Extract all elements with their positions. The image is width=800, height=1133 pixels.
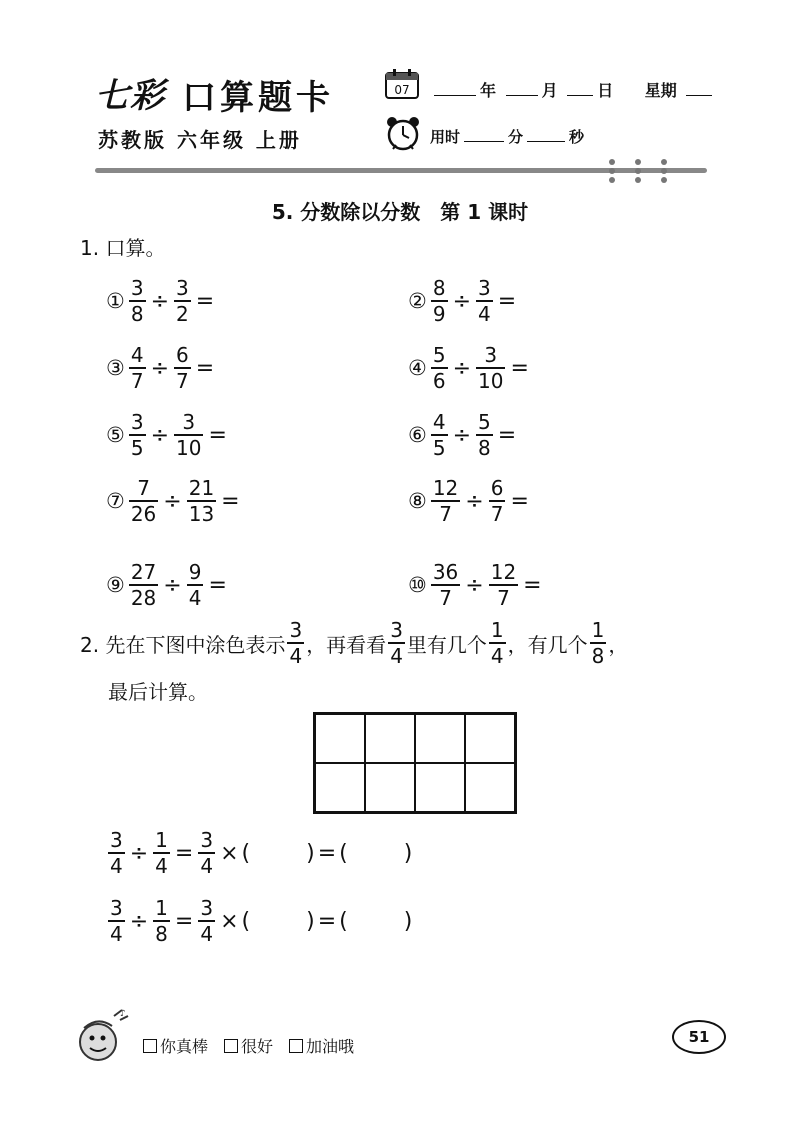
problem-number: ⑤ bbox=[106, 423, 125, 447]
paren-open: ( bbox=[241, 908, 251, 934]
problem-number: ⑩ bbox=[408, 573, 427, 597]
denominator: 6 bbox=[432, 369, 446, 393]
fraction bbox=[431, 562, 460, 608]
fraction bbox=[431, 345, 448, 391]
fraction bbox=[187, 562, 204, 608]
rating-label: 你真棒 bbox=[160, 1037, 209, 1056]
fraction bbox=[489, 562, 518, 608]
problem-number: ⑦ bbox=[106, 489, 125, 513]
problem-item bbox=[106, 478, 243, 524]
divide-sign: ÷ bbox=[150, 422, 169, 448]
denominator: 7 bbox=[490, 502, 504, 526]
problem-item bbox=[106, 562, 230, 608]
numerator: 12 bbox=[432, 476, 459, 500]
denominator: 7 bbox=[497, 586, 510, 610]
divide-sign: ÷ bbox=[452, 355, 471, 381]
problem-number: ⑨ bbox=[106, 573, 125, 597]
problem-item bbox=[408, 345, 532, 391]
grid-cell[interactable] bbox=[365, 714, 415, 763]
calendar-icon bbox=[384, 68, 420, 100]
fraction bbox=[388, 620, 405, 666]
numerator: 3 bbox=[478, 276, 491, 300]
fraction bbox=[129, 562, 158, 608]
date-line bbox=[430, 78, 716, 101]
fraction bbox=[198, 898, 215, 944]
grid-cell[interactable] bbox=[465, 763, 515, 812]
problem-item bbox=[106, 345, 217, 391]
fraction bbox=[476, 412, 493, 458]
problem-number: ⑥ bbox=[408, 423, 427, 447]
denominator: 4 bbox=[155, 854, 168, 878]
divide-sign: ÷ bbox=[452, 422, 471, 448]
time-minute-label: 分 bbox=[508, 128, 524, 146]
q2-text-2: ，再看看 bbox=[306, 632, 387, 657]
fraction bbox=[174, 412, 203, 458]
lesson-title: 5. 分数除以分数 第 1 课时 bbox=[271, 200, 529, 224]
numerator: 9 bbox=[188, 560, 202, 584]
fraction bbox=[108, 830, 125, 876]
rating-option-3[interactable] bbox=[289, 1034, 354, 1057]
divide-sign: ÷ bbox=[150, 288, 169, 314]
equals-sign: = bbox=[221, 488, 240, 514]
denominator: 10 bbox=[176, 436, 202, 460]
paren-close: ) bbox=[306, 908, 315, 934]
times-sign: × bbox=[220, 908, 239, 934]
equals-sign: = bbox=[174, 840, 194, 866]
denominator: 4 bbox=[110, 854, 123, 878]
numerator: 4 bbox=[130, 343, 144, 367]
paren-close: ) bbox=[403, 840, 413, 866]
checkbox-icon[interactable] bbox=[143, 1039, 157, 1053]
paren-open: ( bbox=[339, 840, 348, 866]
brand-title: 口算题卡 bbox=[182, 78, 334, 118]
rating-option-2[interactable] bbox=[224, 1034, 273, 1057]
numerator: 21 bbox=[188, 476, 215, 500]
fraction bbox=[198, 830, 215, 876]
denominator: 10 bbox=[478, 369, 504, 393]
fraction bbox=[431, 478, 460, 524]
denominator: 4 bbox=[289, 644, 303, 668]
denominator: 5 bbox=[130, 436, 144, 460]
fraction bbox=[153, 830, 170, 876]
denominator: 7 bbox=[130, 369, 144, 393]
divide-sign: ÷ bbox=[163, 488, 182, 514]
checkbox-icon[interactable] bbox=[289, 1039, 303, 1053]
numerator: 3 bbox=[200, 896, 214, 920]
rating-option-1[interactable] bbox=[143, 1034, 208, 1057]
divide-sign: ÷ bbox=[150, 355, 169, 381]
rating-label: 很好 bbox=[241, 1037, 274, 1056]
numerator: 36 bbox=[432, 560, 459, 584]
problem-item bbox=[106, 278, 217, 324]
numerator: 3 bbox=[176, 276, 189, 300]
rating-label: 加油哦 bbox=[306, 1037, 355, 1056]
problem-item bbox=[408, 278, 519, 324]
fraction bbox=[174, 278, 191, 324]
equals-sign: = bbox=[510, 355, 529, 381]
date-year-label: 年 bbox=[480, 81, 497, 100]
numerator: 7 bbox=[137, 476, 150, 500]
q2-text-5: ， bbox=[608, 632, 629, 657]
denominator: 8 bbox=[478, 436, 491, 460]
time-line bbox=[430, 126, 584, 147]
denominator: 4 bbox=[200, 922, 214, 946]
date-day-label: 日 bbox=[597, 81, 614, 100]
problem-item bbox=[408, 562, 545, 608]
brand-wordmark: 七彩 bbox=[95, 76, 165, 116]
grid-cell[interactable] bbox=[365, 763, 415, 812]
paren-close: ) bbox=[403, 908, 413, 934]
equals-sign: = bbox=[497, 288, 517, 314]
denominator: 5 bbox=[432, 436, 446, 460]
numerator: 5 bbox=[432, 343, 446, 367]
denominator: 4 bbox=[490, 644, 504, 668]
numerator: 4 bbox=[432, 410, 446, 434]
numerator: 1 bbox=[490, 618, 504, 642]
equals-sign: = bbox=[174, 908, 194, 934]
coloring-grid[interactable] bbox=[313, 712, 517, 814]
fraction bbox=[287, 620, 304, 666]
numerator: 3 bbox=[130, 276, 144, 300]
denominator: 8 bbox=[591, 644, 605, 668]
fraction bbox=[129, 412, 146, 458]
numerator: 6 bbox=[176, 343, 189, 367]
numerator: 3 bbox=[110, 828, 123, 852]
equation-row bbox=[106, 830, 412, 876]
problem-number: ① bbox=[106, 289, 125, 313]
denominator: 26 bbox=[130, 502, 157, 526]
grid-cell[interactable] bbox=[415, 714, 465, 763]
divide-sign: ÷ bbox=[465, 488, 484, 514]
q2-text-3: 里有几个 bbox=[406, 632, 487, 657]
denominator: 7 bbox=[439, 586, 452, 610]
fraction bbox=[489, 478, 506, 524]
equals-sign: = bbox=[317, 908, 337, 934]
page-number: 51 bbox=[672, 1020, 726, 1054]
denominator: 8 bbox=[155, 922, 168, 946]
numerator: 8 bbox=[432, 276, 446, 300]
fraction bbox=[129, 278, 146, 324]
fraction bbox=[153, 898, 170, 944]
decorative-dots bbox=[600, 158, 680, 184]
problem-number: ④ bbox=[408, 356, 427, 380]
self-rating bbox=[143, 1034, 354, 1057]
numerator: 3 bbox=[182, 410, 196, 434]
problem-number: ⑧ bbox=[408, 489, 427, 513]
equals-sign: = bbox=[523, 572, 542, 598]
grid-cell[interactable] bbox=[465, 714, 515, 763]
numerator: 12 bbox=[490, 560, 517, 584]
problem-item bbox=[106, 412, 230, 458]
denominator: 7 bbox=[176, 369, 189, 393]
times-sign: × bbox=[220, 840, 239, 866]
q2-text-1: 2. 先在下图中涂色表示 bbox=[80, 632, 286, 657]
fraction bbox=[129, 345, 146, 391]
equation-row bbox=[106, 898, 412, 944]
equals-sign: = bbox=[195, 355, 215, 381]
date-weekday-label: 星期 bbox=[644, 81, 677, 100]
fraction bbox=[476, 345, 505, 391]
equals-sign: = bbox=[497, 422, 517, 448]
denominator: 7 bbox=[439, 502, 452, 526]
grid-cell[interactable] bbox=[315, 763, 365, 812]
denominator: 4 bbox=[478, 302, 491, 326]
denominator: 8 bbox=[130, 302, 144, 326]
paren-close: ) bbox=[306, 840, 315, 866]
fraction bbox=[174, 345, 191, 391]
denominator: 4 bbox=[110, 922, 123, 946]
numerator: 27 bbox=[130, 560, 157, 584]
numerator: 1 bbox=[591, 618, 605, 642]
q2-text-4: ，有几个 bbox=[507, 632, 588, 657]
numerator: 3 bbox=[200, 828, 214, 852]
numerator: 3 bbox=[289, 618, 303, 642]
numerator: 6 bbox=[490, 476, 504, 500]
equals-sign: = bbox=[195, 288, 215, 314]
problem-number: ② bbox=[408, 289, 427, 313]
divide-sign: ÷ bbox=[452, 288, 471, 314]
denominator: 9 bbox=[432, 302, 446, 326]
equals-sign: = bbox=[317, 840, 337, 866]
fraction bbox=[431, 278, 448, 324]
problem-item bbox=[408, 412, 519, 458]
time-used-label: 用时 bbox=[430, 128, 461, 146]
equals-sign: = bbox=[208, 422, 227, 448]
fraction bbox=[108, 898, 125, 944]
numerator: 1 bbox=[155, 896, 168, 920]
paren-open: ( bbox=[241, 840, 251, 866]
denominator: 28 bbox=[130, 586, 157, 610]
denominator: 4 bbox=[188, 586, 202, 610]
date-month-label: 月 bbox=[541, 81, 558, 100]
numerator: 3 bbox=[130, 410, 144, 434]
fraction bbox=[590, 620, 607, 666]
fraction bbox=[431, 412, 448, 458]
paren-open: ( bbox=[339, 908, 348, 934]
divide-sign: ÷ bbox=[129, 908, 149, 934]
alarm-clock-icon bbox=[384, 114, 422, 152]
denominator: 4 bbox=[200, 854, 214, 878]
mascot-icon bbox=[70, 1006, 134, 1070]
fraction bbox=[476, 278, 493, 324]
grid-cell[interactable] bbox=[315, 714, 365, 763]
numerator: 1 bbox=[155, 828, 168, 852]
svg-text:♪: ♪ bbox=[120, 1009, 126, 1019]
numerator: 3 bbox=[390, 618, 403, 642]
fraction bbox=[489, 620, 506, 666]
calendar-day: 07 bbox=[394, 83, 410, 97]
question-1-label: 1. 口算。 bbox=[80, 236, 166, 260]
problem-item bbox=[408, 478, 532, 524]
problem-number: ③ bbox=[106, 356, 125, 380]
time-second-label: 秒 bbox=[569, 128, 585, 146]
divide-sign: ÷ bbox=[129, 840, 149, 866]
grid-cell[interactable] bbox=[415, 763, 465, 812]
edition-label: 苏教版 六年级 上册 bbox=[98, 128, 302, 152]
divide-sign: ÷ bbox=[465, 572, 484, 598]
numerator: 5 bbox=[478, 410, 491, 434]
numerator: 3 bbox=[484, 343, 498, 367]
checkbox-icon[interactable] bbox=[224, 1039, 238, 1053]
fraction bbox=[129, 478, 158, 524]
denominator: 4 bbox=[390, 644, 403, 668]
equals-sign: = bbox=[208, 572, 227, 598]
divide-sign: ÷ bbox=[163, 572, 182, 598]
numerator: 3 bbox=[110, 896, 123, 920]
question-2-prompt-line-2: 最后计算。 bbox=[108, 680, 208, 704]
denominator: 2 bbox=[176, 302, 189, 326]
equals-sign: = bbox=[510, 488, 529, 514]
fraction bbox=[187, 478, 216, 524]
denominator: 13 bbox=[188, 502, 215, 526]
question-2-prompt bbox=[80, 620, 628, 666]
